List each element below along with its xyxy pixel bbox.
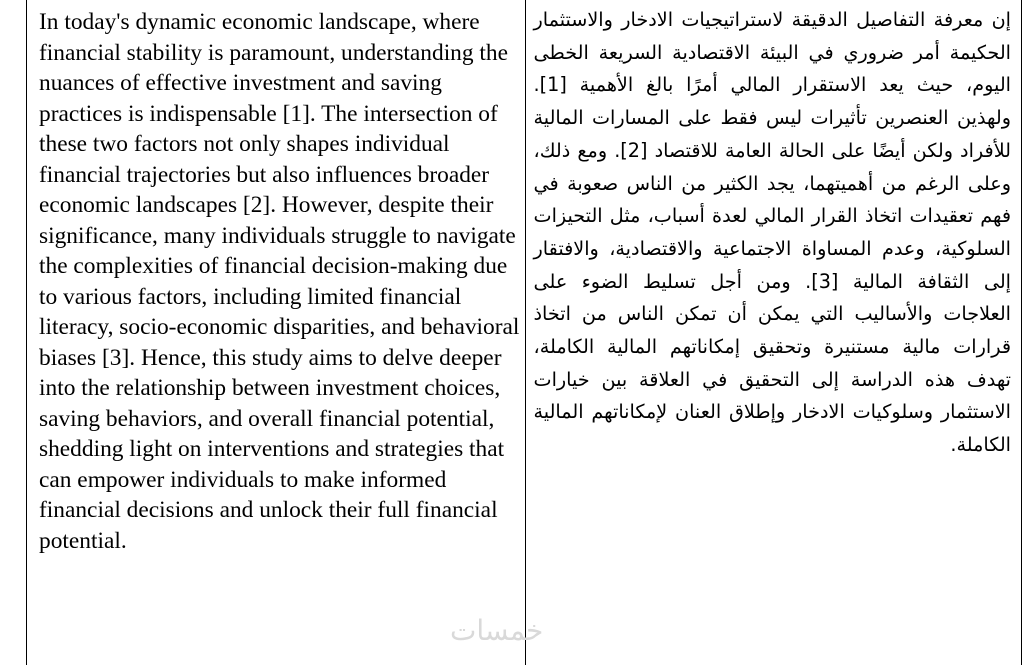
english-text-cell: In today's dynamic economic landscape, where financial stability is paramount, understanding the nuances of effective investment and saving practices is indispensable [1]. The intersection of these two factors not only shapes individual financial trajectories but also influences broader economic landscapes [2]. However, despite their significance, many individuals struggle to navigate the complexities of financial decision-making due to various factors, including limited financial literacy, socio-economic disparities, and behavioral biases [3]. Hence, this study aims to delve deeper into the relationship between investment choices, saving behaviors, and overall financial potential, shedding light on interventions and strategies that can empower individuals to make informed financial decisions and unlock their full financial potential.	[27, 0, 526, 665]
translation-table	[26, 0, 1022, 665]
khamsat-watermark: خمسات	[450, 614, 544, 647]
arabic-text-cell: إن معرفة التفاصيل الدقيقة لاستراتيجيات الادخار والاستثمار الحكيمة أمر ضروري في البيئة الاقتصادية السريعة الخطى اليوم، حيث يعد الاستقرار المالي أمرًا بالغ الأهمية [1]. ولهذين العنصرين تأثيرات ليس فقط على المسارات المالية للأفراد ولكن أيضًا على الحالة العامة للاقتصاد [2]. ومع ذلك، وعلى الرغم من أهميتهما، يجد الكثير من الناس صعوبة في فهم تعقيدات اتخاذ القرار المالي لعدة أسباب، مثل التحيزات السلوكية، وعدم المساواة الاجتماعية والاقتصادية، والافتقار إلى الثقافة المالية [3]. ومن أجل تسليط الضوء على العلاجات والأساليب التي يمكن أن تمكن الناس من اتخاذ قرارات مالية مستنيرة وتحقيق إمكاناتهم المالية الكاملة، تهدف هذه الدراسة إلى التحقيق في العلاقة بين خيارات الاستثمار وسلوكيات الادخار وإطلاق العنان لإمكاناتهم المالية الكاملة.	[533, 8, 1011, 457]
